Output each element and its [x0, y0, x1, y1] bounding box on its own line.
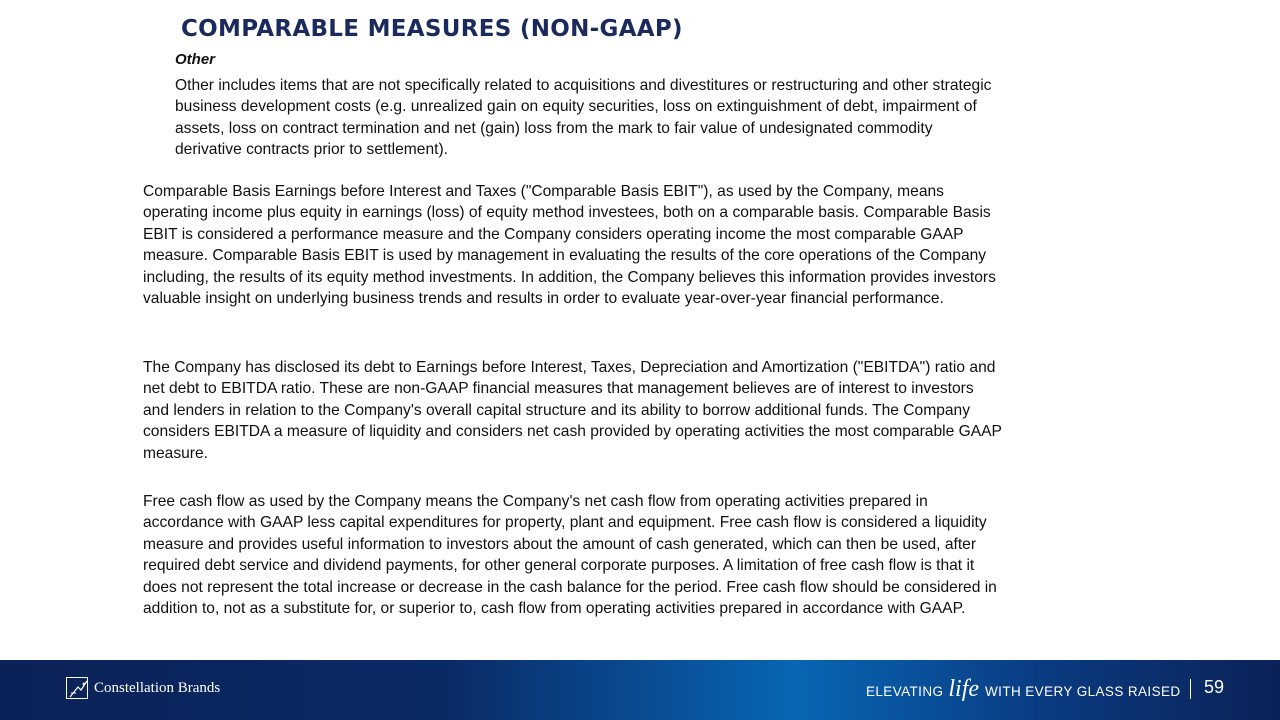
- paragraph-free-cash-flow: Free cash flow as used by the Company means the Company's net cash flow from operating activities prepared in accordance with GAAP less capital expenditures for property, plant and equipment. Free cash flow is considered a liquidity measure and provides useful information to investors about the amount of cash generated, which can then be used, after required debt service and dividend payments, for other general corporate purposes. A limitation of free cash flow is that it does not represent the total increase or decrease in the cash balance for the period. Free cash flow should be considered in addition to, not as a substitute for, or superior to, cash flow from operating activities prepared in accordance with GAAP.: [143, 493, 997, 618]
- brand-logo: [66, 677, 220, 699]
- constellation-star-icon: [66, 677, 88, 699]
- brand-name: Constellation Brands: [94, 679, 221, 696]
- tagline: [866, 676, 1181, 703]
- page-title: COMPARABLE MEASURES (NON-GAAP): [181, 16, 683, 42]
- footer-divider: [1190, 679, 1191, 699]
- tagline-emphasis: life: [948, 676, 980, 702]
- paragraph-comparable-ebit: Comparable Basis Earnings before Interest and Taxes ("Comparable Basis EBIT"), as used by the Company, means operating income plus equity in earnings (loss) of equity method investees, both on a comparable basis. Comparable Basis EBIT is considered a performance measure and the Company considers operating income the most comparable GAAP measure. Comparable Basis EBIT is used by management in evaluating the results of the core operations of the Company including, the results of its equity method investments. In addition, the Company believes this information provides investors valuable insight on underlying business trends and results in order to evaluate year-over-year financial performance.: [143, 183, 996, 308]
- page-number: 59: [1204, 677, 1225, 697]
- tagline-suffix: WITH EVERY GLASS RAISED: [985, 684, 1181, 699]
- subheading-other: Other: [175, 51, 216, 68]
- paragraph-ebitda: The Company has disclosed its debt to Earnings before Interest, Taxes, Depreciation and Amortization ("EBITDA") ratio and net debt to EBITDA ratio. These are non-GAAP financial measures that management believes are of interest to investors and lenders in relation to the Company's overall capital structure and its ability to borrow additional funds. The Company considers EBITDA a measure of liquidity and considers net cash provided by operating activities the most comparable GAAP measure.: [143, 359, 1002, 462]
- tagline-prefix: ELEVATING: [866, 684, 944, 699]
- paragraph-other-definition: Other includes items that are not specifically related to acquisitions and divestitures or restructuring and other strategic business development costs (e.g. unrealized gain on equity securities, loss on extinguishment of debt, impairment of assets, loss on contract termination and net (gain) loss from the mark to fair value of undesignated commodity derivative contracts prior to settlement).: [175, 77, 992, 159]
- footer-bar: [0, 660, 1280, 720]
